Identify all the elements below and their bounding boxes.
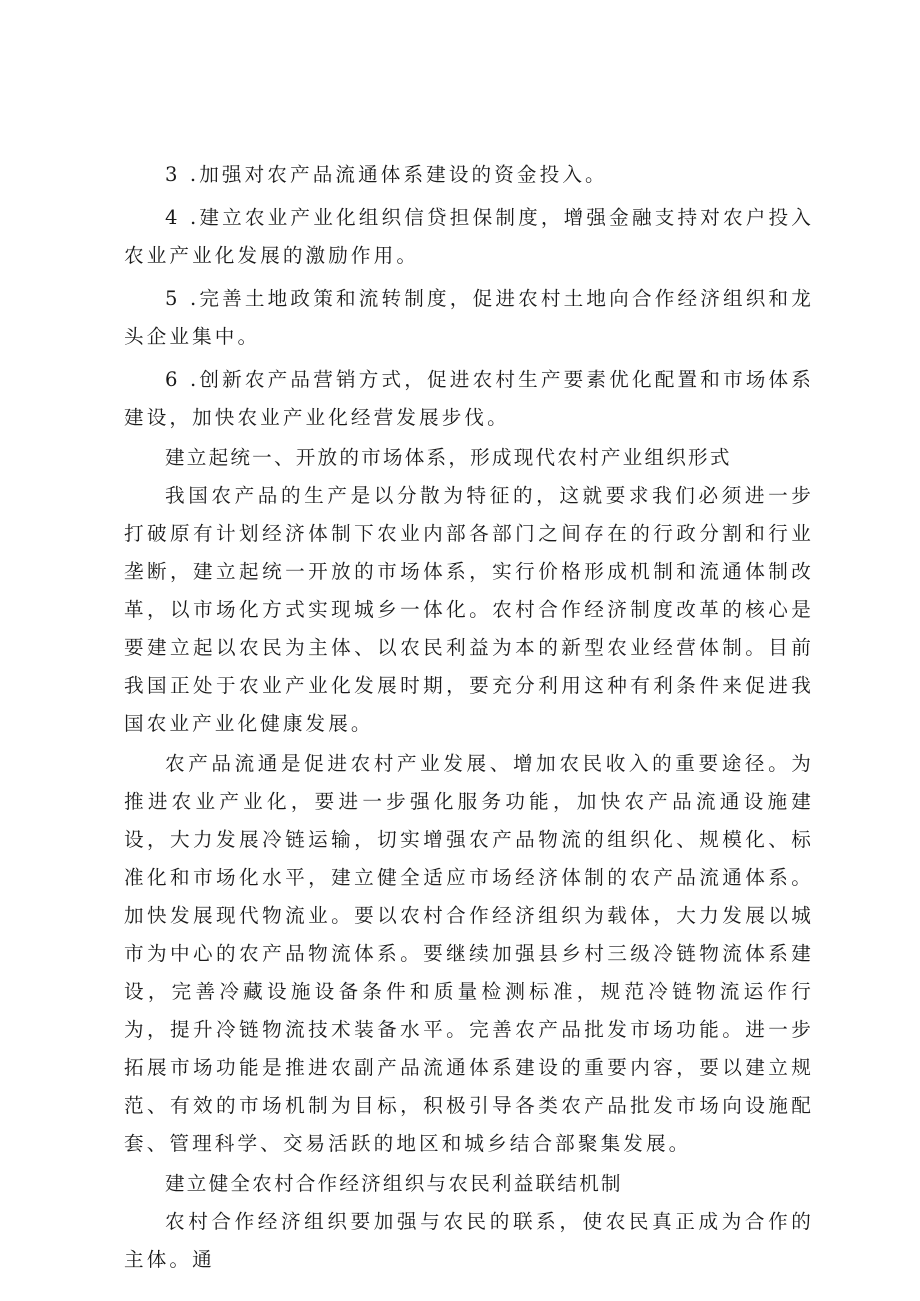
paragraph-cooperative: 农村合作经济组织要加强与农民的联系，使农民真正成为合作的主体。通 — [124, 1210, 814, 1271]
paragraph-circulation: 农产品流通是促进农村产业发展、增加农民收入的重要途径。为推进农业产业化，要进一步强化服务功能，加快农产品流通设施建设，大力发展冷链运输，切实增强农产品物流的组织化、规模化、标准化和市场化水平，建立健全适应市场经济体制的农产品流通体系。加快发展现代物流业。要以农村合作经济组织为载体，大力发展以城市为中心的农产品物流体系。要继续加强县乡村三级冷链物流体系建设，完善冷藏设施设备条件和质量检测标准，规范冷链物流运作行为，提升冷链物流技术装备水平。完善农产品批发市场功能。进一步拓展市场功能是推进农副产品流通体系建设的重要内容，要以建立规范、有效的市场机制为目标，积极引导各类农产品批发市场向设施配套、管理科学、交易活跃的地区和城乡结合部聚集发展。 — [124, 752, 814, 1155]
list-item-6: 6 .创新农产品营销方式，促进农村生产要素优化配置和市场体系建设，加快农业产业化经营发展步伐。 — [124, 368, 814, 429]
list-item-4: 4 .建立农业产业化组织信贷担保制度，增强金融支持对农户投入农业产业化发展的激励作用。 — [124, 206, 814, 267]
section-heading-cooperative: 建立健全农村合作经济组织与农民利益联结机制 — [165, 1172, 623, 1195]
document-page — [124, 152, 814, 1279]
paragraph-market-system: 我国农产品的生产是以分散为特征的，这就要求我们必须进一步打破原有计划经济体制下农业内部各部门之间存在的行政分割和行业垄断，建立起统一开放的市场体系，实行价格形成机制和流通体制改革，以市场化方式实现城乡一体化。农村合作经济制度改革的核心是要建立起以农民为主体、以农民利益为本的新型农业经营体制。目前我国正处于农业产业化发展时期，要充分利用这种有利条件来促进我国农业产业化健康发展。 — [124, 484, 814, 735]
section-heading-market-system: 建立起统一、开放的市场体系，形成现代农村产业组织形式 — [165, 446, 732, 469]
list-item-3: 3 .加强对农产品流通体系建设的资金投入。 — [165, 163, 608, 186]
list-item-5: 5 .完善土地政策和流转制度，促进农村土地向合作经济组织和龙头企业集中。 — [124, 287, 814, 348]
